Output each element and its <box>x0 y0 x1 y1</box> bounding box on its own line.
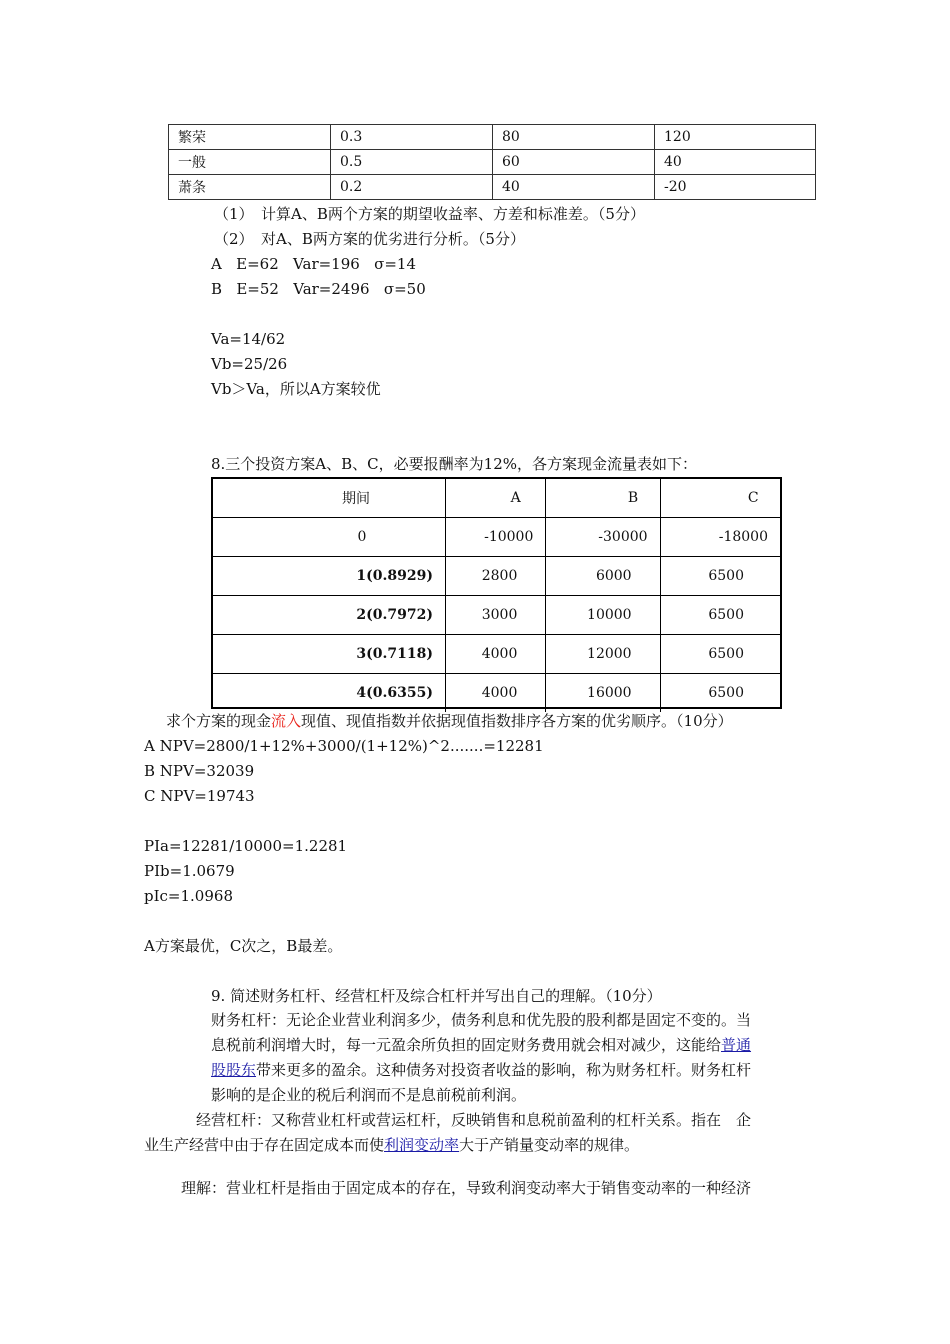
period-cell: 2(0.7972) <box>213 596 446 635</box>
table-cell: 萧条 <box>169 175 331 200</box>
q7-va: Va=14/62 <box>211 330 286 348</box>
table-cell: 0.5 <box>331 150 493 175</box>
q8-npv-b: B NPV=32039 <box>144 762 255 780</box>
understanding-text: 理解：营业杠杆是指由于固定成本的存在，导致利润变动率大于销售变动率的一种经济 <box>181 1179 752 1197</box>
q8-title: 8.三个投资方案A、B、C，必要报酬率为12%，各方案现金流量表如下： <box>211 455 697 473</box>
period-cell: 1(0.8929) <box>213 557 446 596</box>
table-row <box>213 557 780 596</box>
text-run: 业生产经营中由于存在固定成本而使 <box>144 1136 385 1154</box>
q7-item-2: （2） 对A、B两方案的优劣进行分析。（5分） <box>214 230 525 248</box>
table-cell: -20 <box>655 175 816 200</box>
table-row <box>213 518 780 557</box>
text-run: 息税前利润增大时，每一元盈余所负担的固定财务费用就会相对减少，这能给 <box>211 1036 722 1054</box>
link-shareholder[interactable]: 股股东 <box>211 1061 257 1079</box>
table-cell: 一般 <box>169 150 331 175</box>
value-cell: 10000 <box>546 596 660 635</box>
table-row <box>213 635 780 674</box>
period-cell: 0 <box>213 518 446 557</box>
paragraph-line: 经营杠杆：又称营业杠杆或营运杠杆，反映销售和息税前盈利的杠杆关系。指在 企 <box>196 1111 752 1129</box>
operating-leverage-paragraph <box>144 1108 814 1158</box>
q8-npv-a: A NPV=2800/1+12%+3000/(1+12%)^2.......=12281 <box>144 737 544 755</box>
paragraph-line: 财务杠杆：无论企业营业利润多少，债务利息和优先股的股利都是固定不变的。当 <box>211 1011 752 1029</box>
table-cell: 80 <box>493 125 655 150</box>
header-period: 期间 <box>213 479 446 518</box>
table-row <box>213 674 780 713</box>
text-run: 带来更多的盈余。这种债务对投资者收益的影响，称为财务杠杆。财务杠杆 <box>256 1061 752 1079</box>
value-cell: -10000 <box>446 518 546 557</box>
value-cell: -30000 <box>546 518 660 557</box>
table-row <box>169 150 816 175</box>
table-cell: 0.3 <box>331 125 493 150</box>
table-row <box>213 596 780 635</box>
q7-item-1: （1） 计算A、B两个方案的期望收益率、方差和标准差。（5分） <box>214 205 645 223</box>
table-cell: 40 <box>655 150 816 175</box>
header-c: C <box>660 479 780 518</box>
q7-vb: Vb=25/26 <box>211 355 288 373</box>
q7-line-a: A E=62 Var=196 σ=14 <box>211 255 417 273</box>
value-cell: 6500 <box>660 674 780 713</box>
table-cell: 60 <box>493 150 655 175</box>
q8-npv-c: C NPV=19743 <box>144 787 255 805</box>
header-a: A <box>446 479 546 518</box>
value-cell: 6500 <box>660 596 780 635</box>
q8-pi-a: PIa=12281/10000=1.2281 <box>144 837 348 855</box>
q8-pi-b: PIb=1.0679 <box>144 862 235 880</box>
paragraph-line <box>211 1058 811 1083</box>
value-cell: 2800 <box>446 557 546 596</box>
text-run: 大于产销量变动率的规律。 <box>459 1136 640 1154</box>
value-cell: 6500 <box>660 635 780 674</box>
paragraph-line <box>211 1033 811 1058</box>
value-cell: 4000 <box>446 635 546 674</box>
table-cell: 0.2 <box>331 175 493 200</box>
link-profit-change-rate[interactable]: 利润变动率 <box>384 1136 460 1154</box>
financial-leverage-paragraph <box>211 1008 811 1108</box>
table-cell: 40 <box>493 175 655 200</box>
q8-question-post: 现值、现值指数并依据现值指数排序各方案的优劣顺序。（10分） <box>301 712 733 730</box>
q8-question-highlight: 流入 <box>271 712 302 730</box>
table-row <box>169 125 816 150</box>
cashflow-table <box>211 477 782 709</box>
value-cell: 16000 <box>546 674 660 713</box>
table-row <box>169 175 816 200</box>
paragraph-line: 影响的是企业的税后利润而不是息前税前利润。 <box>211 1086 527 1104</box>
value-cell: 6500 <box>660 557 780 596</box>
header-b: B <box>546 479 660 518</box>
q8-pi-c: pIc=1.0968 <box>144 887 233 905</box>
q7-line-b: B E=52 Var=2496 σ=50 <box>211 280 426 298</box>
q9-title: 9. 简述财务杠杆、经营杠杆及综合杠杆并写出自己的理解。（10分） <box>211 987 662 1005</box>
value-cell: 4000 <box>446 674 546 713</box>
period-cell: 3(0.7118) <box>213 635 446 674</box>
link-common-stock[interactable]: 普通 <box>721 1036 752 1054</box>
q8-question <box>166 711 733 731</box>
period-cell: 4(0.6355) <box>213 674 446 713</box>
value-cell: 6000 <box>546 557 660 596</box>
value-cell: 3000 <box>446 596 546 635</box>
scenario-table <box>168 124 816 200</box>
q7-conclusion: Vb＞Va，所以A方案较优 <box>211 380 381 398</box>
value-cell: 12000 <box>546 635 660 674</box>
table-header-row <box>213 479 780 518</box>
table-cell: 繁荣 <box>169 125 331 150</box>
q8-conclusion: A方案最优，C次之，B最差。 <box>144 937 343 955</box>
table-cell: 120 <box>655 125 816 150</box>
paragraph-line <box>144 1133 814 1158</box>
value-cell: -18000 <box>660 518 780 557</box>
q8-question-pre: 求个方案的现金 <box>166 712 272 730</box>
